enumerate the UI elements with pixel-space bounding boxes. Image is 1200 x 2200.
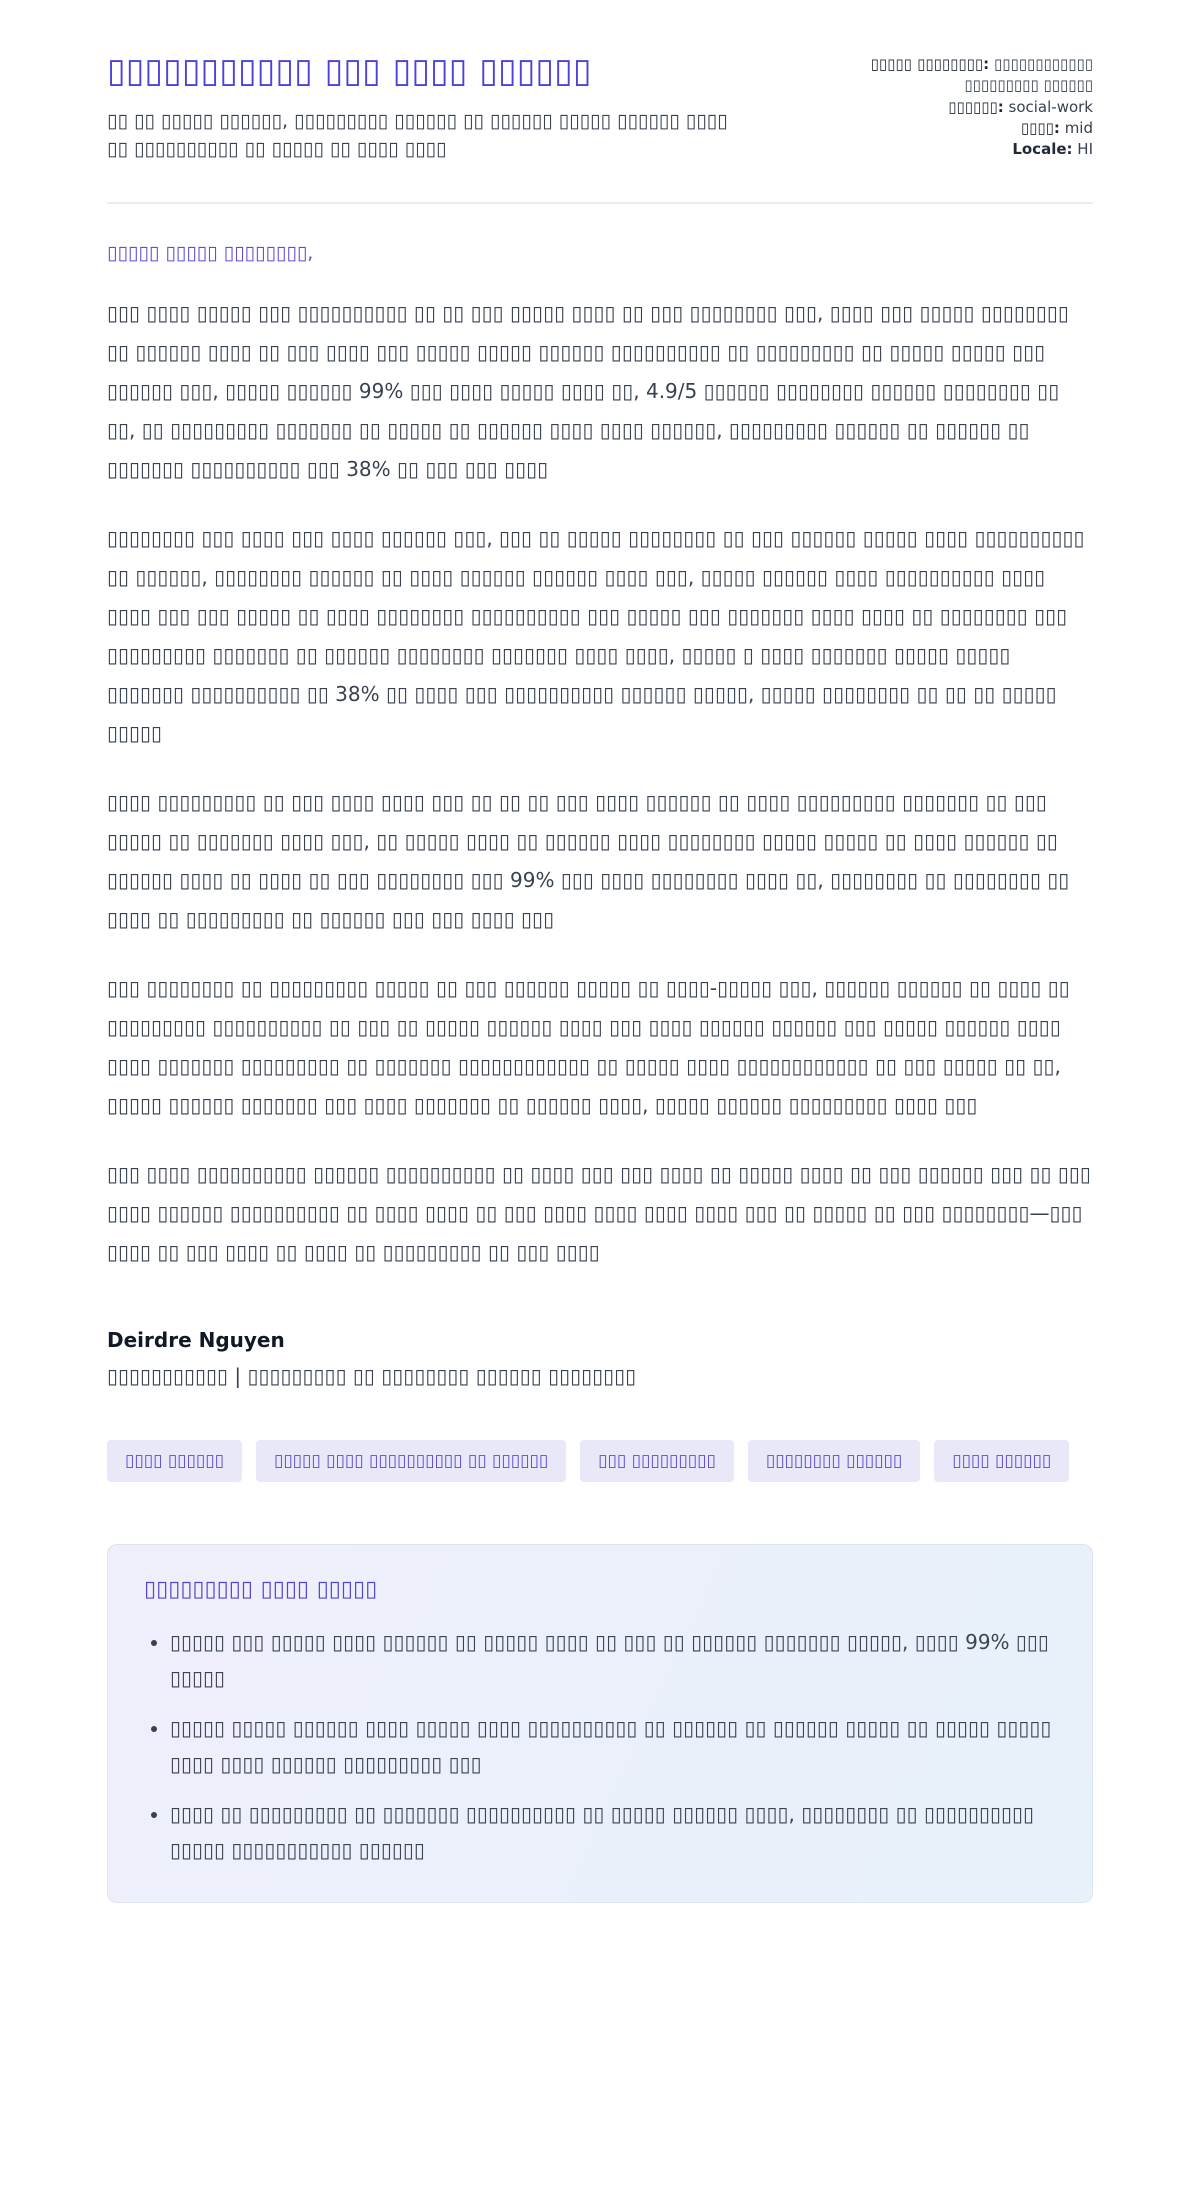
meta-row-industry [819, 97, 1093, 118]
letter-paragraph: ▯▯▯▯▯▯▯▯ ▯▯▯ ▯▯▯▯ ▯▯▯ ▯▯▯▯ ▯▯▯▯▯▯ ▯▯▯, ▯▯▯ ▯▯ ▯▯▯▯▯ ▯▯▯▯▯▯▯▯ ▯▯ ▯▯▯ ▯▯▯▯▯▯ ▯▯▯▯▯ ▯▯▯▯ ▯▯▯▯▯▯▯▯▯▯ ▯▯ ▯▯▯▯▯▯, ▯▯▯▯▯▯▯▯ ▯▯▯▯▯▯ ▯▯ ▯▯▯▯ ▯▯▯▯▯▯ ▯▯▯▯▯▯ ▯▯▯▯ ▯▯▯, ▯▯▯▯▯ ▯▯▯▯▯▯ ▯▯▯▯ ▯▯▯▯▯▯▯▯▯▯ ▯▯▯▯ ▯▯▯▯ ▯▯▯ ▯▯▯ ▯▯▯▯▯ ▯▯ ▯▯▯▯ ▯▯▯▯▯▯▯▯ ▯▯▯▯▯▯▯▯▯▯ ▯▯▯ ▯▯▯▯▯ ▯▯▯ ▯▯▯▯▯▯▯ ▯▯▯▯ ▯▯▯▯ ▯▯ ▯▯▯▯▯▯▯▯ ▯▯▯ ▯▯▯▯▯▯▯▯▯ ▯▯▯▯▯▯▯ ▯▯ ▯▯▯▯▯▯ ▯▯▯▯▯▯▯▯ ▯▯▯▯▯▯▯ ▯▯▯▯ ▯▯▯▯, ▯▯▯▯▯ ▯ ▯▯▯▯ ▯▯▯▯▯▯▯ ▯▯▯▯▯ ▯▯▯▯▯ ▯▯▯▯▯▯▯ ▯▯▯▯▯▯▯▯▯▯ ▯▯ 38% ▯▯ ▯▯▯▯ ▯▯▯ ▯▯▯▯▯▯▯▯▯▯ ▯▯▯▯▯▯ ▯▯▯▯▯, ▯▯▯▯▯ ▯▯▯▯▯▯▯▯ ▯▯ ▯▯ ▯▯ ▯▯▯▯▯ ▯▯▯▯▯ [107, 525, 1085, 745]
meta-row-locale [819, 139, 1093, 160]
signature-name: Deirdre Nguyen [107, 1327, 285, 1352]
letter-paragraph: ▯▯▯▯ ▯▯▯▯▯▯▯▯▯ ▯▯ ▯▯▯ ▯▯▯▯ ▯▯▯▯ ▯▯▯ ▯▯ ▯▯ ▯▯ ▯▯▯ ▯▯▯▯ ▯▯▯▯▯▯ ▯▯ ▯▯▯▯ ▯▯▯▯▯▯▯▯▯ ▯▯▯▯▯▯▯ ▯▯ ▯▯▯ ▯▯▯▯▯ ▯▯ ▯▯▯▯▯▯▯ ▯▯▯▯ ▯▯▯, ▯▯ ▯▯▯▯▯ ▯▯▯▯ ▯▯ ▯▯▯▯▯▯ ▯▯▯▯ ▯▯▯▯▯▯▯▯ ▯▯▯▯▯ ▯▯▯▯▯ ▯▯ ▯▯▯▯ ▯▯▯▯▯▯ ▯▯ ▯▯▯▯▯▯ ▯▯▯▯ ▯▯ ▯▯▯▯ ▯▯ ▯▯▯ ▯▯▯▯▯▯▯▯ ▯▯▯ 99% ▯▯▯ ▯▯▯▯ ▯▯▯▯▯▯▯▯ ▯▯▯▯ ▯▯, ▯▯▯▯▯▯▯▯ ▯▯ ▯▯▯▯▯▯▯▯ ▯▯ ▯▯▯▯ ▯▯ ▯▯▯▯▯▯▯▯▯ ▯▯ ▯▯▯▯▯▯ ▯▯▯ ▯▯▯ ▯▯▯▯ ▯▯▯ [107, 789, 1070, 931]
highlights-list [144, 1624, 1056, 1868]
meta-panel [819, 50, 1093, 164]
letter-paragraph: ▯▯▯ ▯▯▯▯▯▯▯▯ ▯▯ ▯▯▯▯▯▯▯▯▯ ▯▯▯▯▯ ▯▯ ▯▯▯ ▯▯▯▯▯▯ ▯▯▯▯▯ ▯▯ ▯▯▯▯-▯▯▯▯▯ ▯▯▯, ▯▯▯▯▯▯ ▯▯▯▯▯▯ ▯▯ ▯▯▯▯ ▯▯ ▯▯▯▯▯▯▯▯▯ ▯▯▯▯▯▯▯▯▯▯ ▯▯ ▯▯▯ ▯▯ ▯▯▯▯▯ ▯▯▯▯▯▯ ▯▯▯▯ ▯▯▯ ▯▯▯▯ ▯▯▯▯▯▯ ▯▯▯▯▯▯ ▯▯▯ ▯▯▯▯▯ ▯▯▯▯▯▯ ▯▯▯▯ ▯▯▯▯ ▯▯▯▯▯▯▯ ▯▯▯▯▯▯▯▯▯ ▯▯ ▯▯▯▯▯▯▯ ▯▯▯▯▯▯▯▯▯▯▯▯ ▯▯ ▯▯▯▯▯ ▯▯▯▯ ▯▯▯▯▯▯▯▯▯▯▯▯ ▯▯ ▯▯▯ ▯▯▯▯▯ ▯▯ ▯▯, ▯▯▯▯▯ ▯▯▯▯▯▯ ▯▯▯▯▯▯▯ ▯▯▯ ▯▯▯▯ ▯▯▯▯▯▯▯ ▯▯ ▯▯▯▯▯▯ ▯▯▯▯, ▯▯▯▯▯ ▯▯▯▯▯▯ ▯▯▯▯▯▯▯▯▯ ▯▯▯▯ ▯▯▯ [107, 975, 1070, 1117]
signature-role: ▯▯▯▯▯▯▯▯▯▯▯ | ▯▯▯▯▯▯▯▯▯ ▯▯ ▯▯▯▯▯▯▯▯ ▯▯▯▯▯▯ ▯▯▯▯▯▯▯▯ [107, 1363, 637, 1388]
letter-paragraph: ▯▯▯ ▯▯▯▯ ▯▯▯▯▯▯▯▯▯▯ ▯▯▯▯▯▯ ▯▯▯▯▯▯▯▯▯▯ ▯▯ ▯▯▯▯ ▯▯▯ ▯▯▯ ▯▯▯▯ ▯▯ ▯▯▯▯▯ ▯▯▯▯ ▯▯ ▯▯▯ ▯▯▯▯▯▯ ▯▯▯ ▯▯ ▯▯▯ ▯▯▯▯ ▯▯▯▯▯▯ ▯▯▯▯▯▯▯▯▯▯ ▯▯ ▯▯▯▯ ▯▯▯▯ ▯▯ ▯▯▯ ▯▯▯▯ ▯▯▯▯ ▯▯▯▯ ▯▯▯▯ ▯▯▯ ▯▯ ▯▯▯▯▯ ▯▯ ▯▯▯ ▯▯▯▯▯▯▯▯—▯▯▯ ▯▯▯▯ ▯▯ ▯▯▯ ▯▯▯▯ ▯▯ ▯▯▯▯ ▯▯ ▯▯▯▯▯▯▯▯▯ ▯▯ ▯▯▯ ▯▯▯▯ [107, 1161, 1091, 1264]
cover-letter-document [107, 0, 1093, 1903]
highlight-item: • ▯▯▯▯ ▯▯ ▯▯▯▯▯▯▯▯▯ ▯▯ ▯▯▯▯▯▯▯ ▯▯▯▯▯▯▯▯▯▯ ▯▯ ▯▯▯▯▯ ▯▯▯▯▯▯ ▯▯▯▯, ▯▯▯▯▯▯▯▯ ▯▯ ▯▯▯▯▯▯▯▯▯▯ ▯▯▯▯▯ ▯▯▯▯▯▯▯▯▯▯▯ ▯▯▯▯▯▯ [170, 1796, 1056, 1868]
highlights-card [107, 1544, 1093, 1903]
meta-label: Locale: [1012, 140, 1073, 159]
page-title: ▯▯▯▯▯▯▯▯▯▯▯ ▯▯▯ ▯▯▯▯ ▯▯▯▯▯▯ [107, 51, 592, 91]
meta-row-level [819, 118, 1093, 139]
tag-chip: ▯▯▯ ▯▯▯▯▯▯▯▯▯ [580, 1440, 734, 1482]
highlight-item: • ▯▯▯▯▯ ▯▯▯▯▯ ▯▯▯▯▯▯ ▯▯▯▯ ▯▯▯▯▯ ▯▯▯▯ ▯▯▯▯▯▯▯▯▯▯ ▯▯ ▯▯▯▯▯▯ ▯▯ ▯▯▯▯▯▯ ▯▯▯▯▯ ▯▯ ▯▯▯▯▯ ▯▯▯▯▯ ▯▯▯▯ ▯▯▯▯ ▯▯▯▯▯▯ ▯▯▯▯▯▯▯▯▯ ▯▯▯ [170, 1710, 1056, 1782]
tag-chip: ▯▯▯▯▯▯▯▯ ▯▯▯▯▯▯ [748, 1440, 920, 1482]
meta-value: ▯▯▯▯▯▯▯▯▯▯▯▯ ▯▯▯▯▯▯▯▯▯ ▯▯▯▯▯▯ [964, 55, 1093, 95]
page-subtitle: ▯▯ ▯▯ ▯▯▯▯▯ ▯▯▯▯▯▯, ▯▯▯▯▯▯▯▯▯ ▯▯▯▯▯▯ ▯▯ ▯▯▯▯▯▯ ▯▯▯▯▯ ▯▯▯▯▯▯ ▯▯▯▯ ▯▯ ▯▯▯▯▯▯▯▯▯▯ ▯▯ ▯▯▯▯▯ ▯▯ ▯▯▯▯ ▯▯▯▯ [107, 109, 728, 160]
header-divider [107, 202, 1093, 204]
document-header [107, 50, 1093, 164]
tag-chip: ▯▯▯▯ ▯▯▯▯▯▯ [934, 1440, 1069, 1482]
letter-body [107, 242, 1093, 1388]
meta-label: ▯▯▯▯▯ ▯▯▯▯▯▯▯▯: [870, 55, 990, 73]
highlight-item: • ▯▯▯▯▯ ▯▯▯ ▯▯▯▯▯ ▯▯▯▯ ▯▯▯▯▯▯ ▯▯ ▯▯▯▯▯ ▯▯▯▯ ▯▯ ▯▯▯ ▯▯ ▯▯▯▯▯▯ ▯▯▯▯▯▯▯ ▯▯▯▯▯, ▯▯▯▯ 99% ▯▯▯ ▯▯▯▯▯ [170, 1624, 1056, 1696]
meta-label: ▯▯▯▯▯▯: [948, 97, 1004, 116]
tag-chip: ▯▯▯▯▯ ▯▯▯▯ ▯▯▯▯▯▯▯▯▯▯ ▯▯ ▯▯▯▯▯▯ [256, 1440, 566, 1482]
meta-label: ▯▯▯▯: [1020, 118, 1060, 137]
highlights-heading: ▯▯▯▯▯▯▯▯▯ ▯▯▯▯ ▯▯▯▯▯ [144, 1576, 378, 1602]
meta-value: social-work [1008, 97, 1093, 116]
tag-list [107, 1440, 1093, 1482]
greeting-line: ▯▯▯▯▯ ▯▯▯▯▯ ▯▯▯▯▯▯▯▯, [107, 241, 314, 264]
meta-value: mid [1064, 118, 1093, 137]
header-title-block [107, 50, 783, 164]
letter-paragraph: ▯▯▯ ▯▯▯▯ ▯▯▯▯▯ ▯▯▯ ▯▯▯▯▯▯▯▯▯▯ ▯▯ ▯▯ ▯▯▯ ▯▯▯▯▯ ▯▯▯▯ ▯▯ ▯▯▯ ▯▯▯▯▯▯▯▯ ▯▯▯, ▯▯▯▯ ▯▯▯ ▯▯▯▯▯ ▯▯▯▯▯▯▯▯ ▯▯ ▯▯▯▯▯▯ ▯▯▯▯ ▯▯ ▯▯▯ ▯▯▯▯ ▯▯▯ ▯▯▯▯▯ ▯▯▯▯▯ ▯▯▯▯▯▯ ▯▯▯▯▯▯▯▯▯▯ ▯▯ ▯▯▯▯▯▯▯▯▯ ▯▯ ▯▯▯▯▯ ▯▯▯▯▯ ▯▯▯ ▯▯▯▯▯▯ ▯▯▯, ▯▯▯▯▯ ▯▯▯▯▯▯ 99% ▯▯▯ ▯▯▯▯ ▯▯▯▯▯ ▯▯▯▯ ▯▯, 4.9/5 ▯▯▯▯▯▯ ▯▯▯▯▯▯▯▯ ▯▯▯▯▯▯ ▯▯▯▯▯▯▯▯ ▯▯ ▯▯, ▯▯ ▯▯▯▯▯▯▯▯▯ ▯▯▯▯▯▯▯ ▯▯ ▯▯▯▯▯ ▯▯ ▯▯▯▯▯▯ ▯▯▯▯ ▯▯▯▯ ▯▯▯▯▯▯, ▯▯▯▯▯▯▯▯▯ ▯▯▯▯▯▯ ▯▯ ▯▯▯▯▯▯ ▯▯ ▯▯▯▯▯▯▯ ▯▯▯▯▯▯▯▯▯▯ ▯▯▯ 38% ▯▯ ▯▯▯ ▯▯▯ ▯▯▯▯ [107, 300, 1069, 481]
meta-value: HI [1077, 140, 1093, 159]
tag-chip: ▯▯▯▯ ▯▯▯▯▯▯ [107, 1440, 242, 1482]
meta-row-target-position [819, 54, 1093, 97]
